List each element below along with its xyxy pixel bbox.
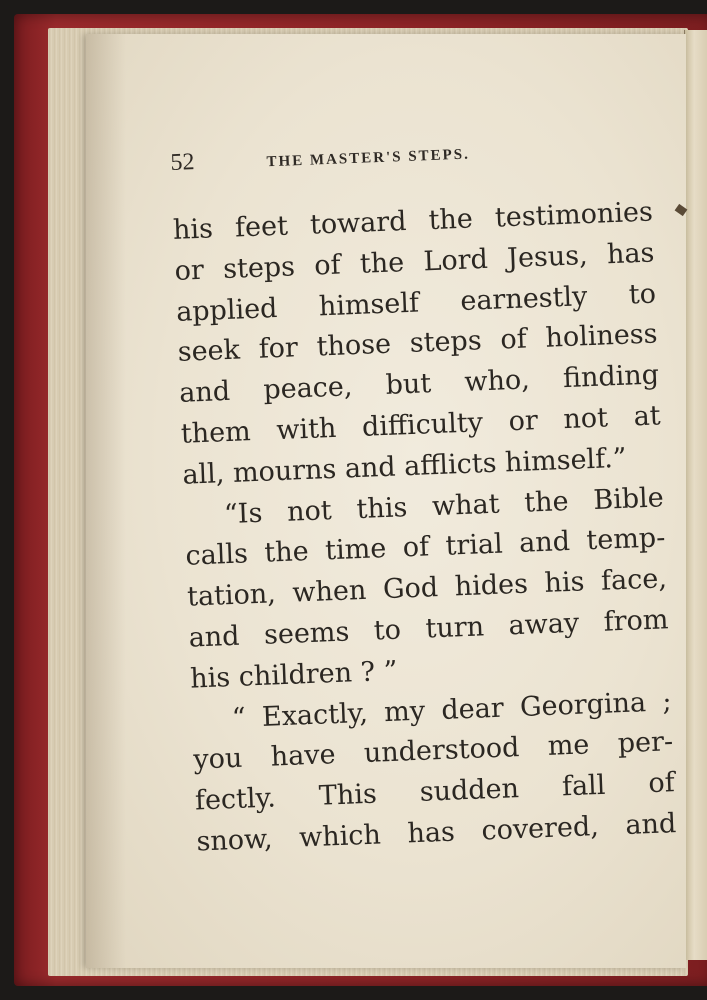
- text-line: his feet toward the testimonies: [172, 196, 654, 246]
- facing-page-edge: [684, 30, 707, 960]
- page-content: [170, 132, 677, 864]
- text-line: calls the time of trial and temp-: [185, 522, 666, 573]
- text-line: all, mourns and afflicts himself.”: [181, 442, 628, 491]
- text-line: and peace, but who, finding: [178, 359, 660, 409]
- running-title: THE MASTER'S STEPS.: [266, 146, 471, 171]
- text-line: and seems to turn away from: [188, 604, 669, 654]
- text-line: them with difficulty or not at: [180, 400, 662, 450]
- text-line: snow, which has covered, and: [195, 808, 677, 858]
- page-number: 52: [170, 149, 195, 176]
- text-line: or steps of the Lord Jesus, has: [174, 237, 655, 287]
- text-line: “ Exactly, my dear Georgina ;: [231, 685, 673, 734]
- text-line: his children ? ”: [189, 655, 399, 695]
- text-line: seek for those steps of holiness: [177, 318, 659, 369]
- text-line: fectly. This sudden fall of: [194, 767, 676, 817]
- gutter-shadow: [86, 34, 126, 968]
- text-line: you have understood me per-: [192, 726, 674, 776]
- body-text: [172, 193, 677, 864]
- text-line: applied himself earnestly to: [175, 278, 657, 328]
- text-line: tation, when God hides his face,: [186, 563, 668, 613]
- text-line: “Is not this what the Bible: [223, 481, 665, 530]
